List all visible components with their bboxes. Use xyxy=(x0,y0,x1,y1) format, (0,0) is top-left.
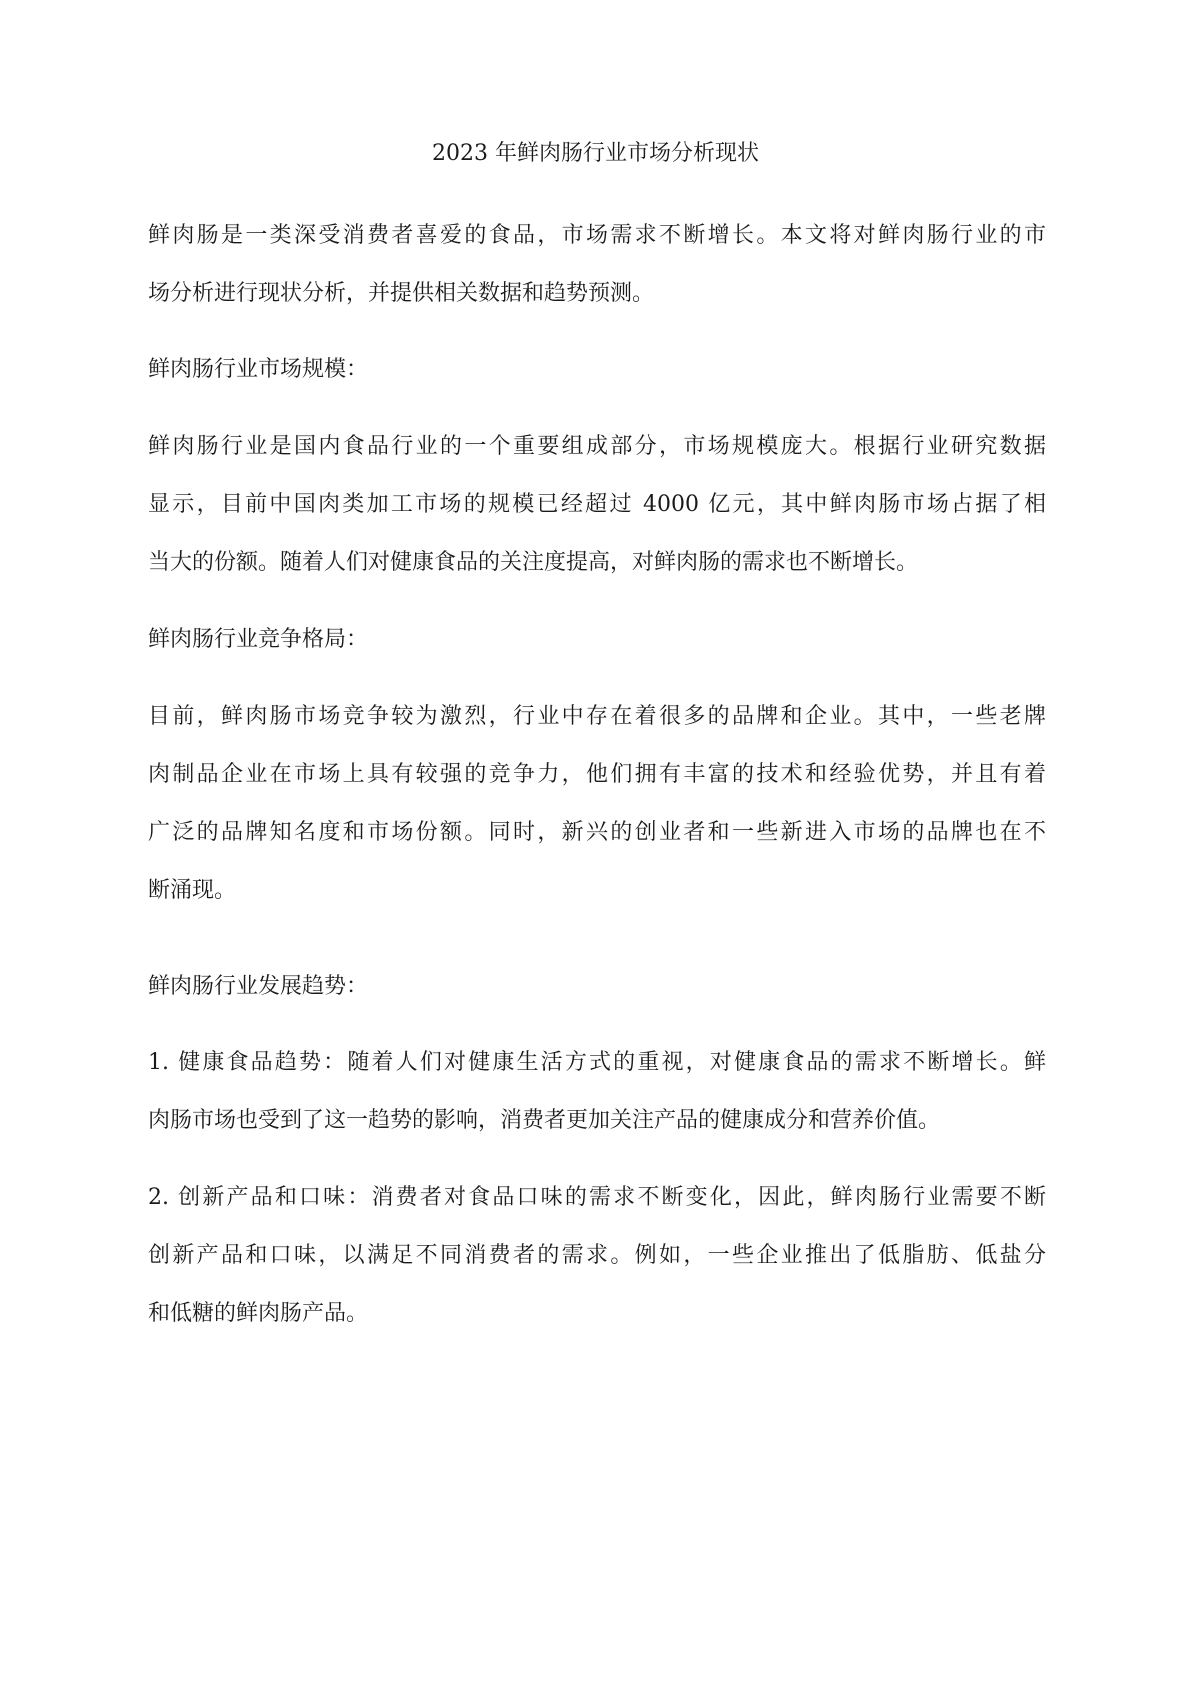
paragraph-intro xyxy=(148,207,1046,323)
paragraph-line: 鲜肉肠行业发展趋势： xyxy=(148,974,369,999)
document-title: 2023 年鲜肉肠行业市场分析现状 xyxy=(432,141,759,166)
paragraph-line: 鲜肉肠行业是国内食品行业的一个重要组成部分，市场规模庞大。根据行业研究数据 xyxy=(148,434,1046,459)
paragraph-line: 目前，鲜肉肠市场竞争较为激烈，行业中存在着很多的品牌和企业。其中，一些老牌 xyxy=(148,704,1046,729)
paragraph-line: 和低糖的鲜肉肠产品。 xyxy=(148,1301,369,1326)
paragraph-line: 断涌现。 xyxy=(148,878,237,903)
paragraph-line: 鲜肉肠是一类深受消费者喜爱的食品，市场需求不断增长。本文将对鲜肉肠行业的市 xyxy=(148,223,1046,248)
section-heading-market-size xyxy=(148,341,1046,399)
paragraph-line: 显示，目前中国肉类加工市场的规模已经超过 4000 亿元，其中鲜肉肠市场占据了相 xyxy=(148,492,1046,517)
paragraph-line: 鲜肉肠行业市场规模： xyxy=(148,357,369,382)
paragraph-line: 鲜肉肠行业竞争格局： xyxy=(148,627,369,652)
paragraph-trend-innovation xyxy=(148,1169,1046,1343)
paragraph-line: 1. 健康食品趋势：随着人们对健康生活方式的重视，对健康食品的需求不断增长。鲜 xyxy=(148,1050,1046,1075)
section-heading-trends xyxy=(148,958,1046,1016)
paragraph-line: 肉制品企业在市场上具有较强的竞争力，他们拥有丰富的技术和经验优势，并且有着 xyxy=(148,762,1046,787)
paragraph-line: 广泛的品牌知名度和市场份额。同时，新兴的创业者和一些新进入市场的品牌也在不 xyxy=(148,820,1046,845)
paragraph-market-size xyxy=(148,418,1046,592)
paragraph-line: 场分析进行现状分析，并提供相关数据和趋势预测。 xyxy=(148,281,655,306)
paragraph-line: 当大的份额。随着人们对健康食品的关注度提高，对鲜肉肠的需求也不断增长。 xyxy=(148,550,919,575)
section-heading-competition xyxy=(148,611,1046,669)
paragraph-trend-health xyxy=(148,1034,1046,1150)
paragraph-line: 肉肠市场也受到了这一趋势的影响，消费者更加关注产品的健康成分和营养价值。 xyxy=(148,1108,941,1133)
paragraph-competition xyxy=(148,688,1046,920)
paragraph-line: 2. 创新产品和口味：消费者对食品口味的需求不断变化，因此，鲜肉肠行业需要不断 xyxy=(148,1185,1046,1210)
paragraph-line: 创新产品和口味，以满足不同消费者的需求。例如，一些企业推出了低脂肪、低盐分 xyxy=(148,1243,1046,1268)
